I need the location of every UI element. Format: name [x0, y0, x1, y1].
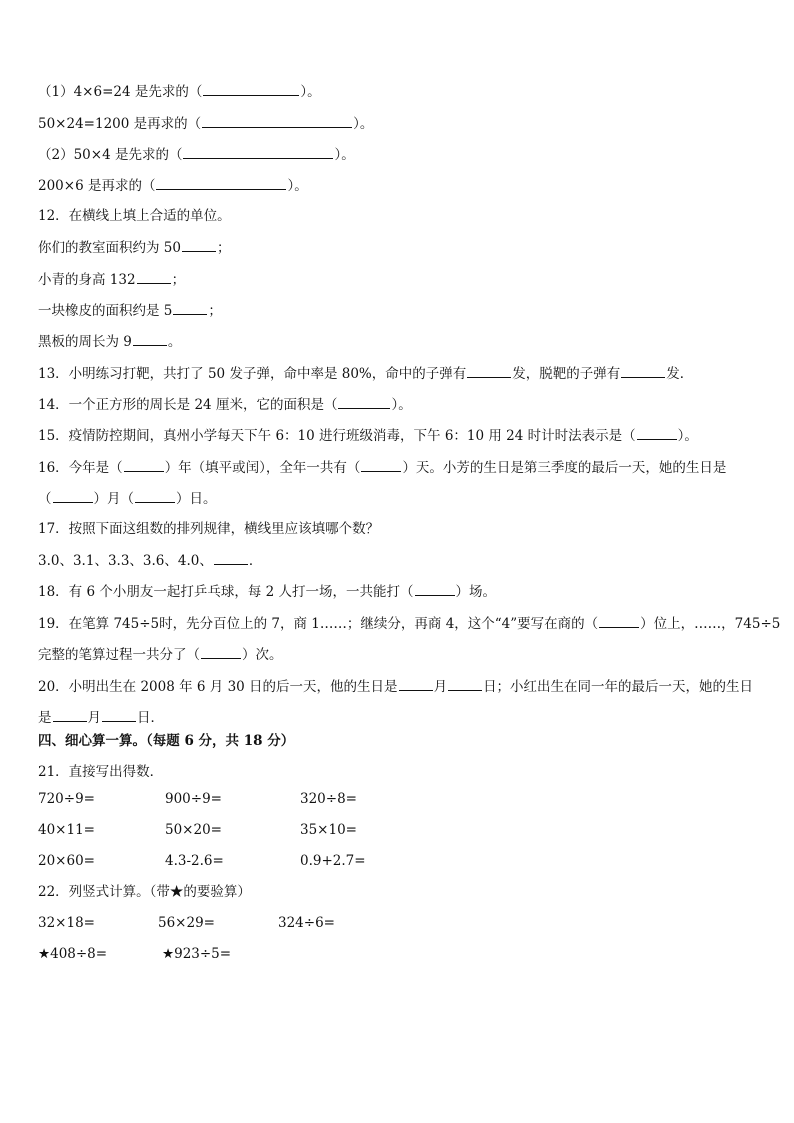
answer-blank[interactable] — [135, 489, 175, 503]
line-q12 — [38, 207, 231, 225]
line-text: 一块橡皮的面积约是 5 — [38, 303, 173, 319]
line-text: ）位上，……，745÷5 — [640, 616, 781, 632]
line-text: 19．在笔算 745÷5时，先分百位上的 7，商 1……；继续分，再商 4，这个“4”要写在商的（ — [38, 616, 599, 632]
answer-blank[interactable] — [338, 395, 390, 409]
line-text: 15．疫情防控期间，真州小学每天下午 6：10 进行班级消毒，下午 6：10 用 24 时计时法表示是（ — [38, 428, 636, 444]
line-q17-seq — [38, 551, 262, 570]
q21-problem: 20×60= — [38, 853, 95, 869]
answer-blank[interactable] — [202, 114, 352, 128]
line-q13 — [38, 364, 693, 383]
line-text: 你们的教室面积约为 50 — [38, 240, 181, 256]
q22-problem: 32×18= — [38, 915, 95, 931]
line-text: ． — [248, 553, 263, 569]
line-text: （ — [38, 491, 52, 507]
q21-problem: 50×20= — [165, 822, 222, 838]
line-text: （2）50×4 是先求的（ — [38, 147, 183, 163]
q21-problem: 900÷9= — [165, 791, 222, 807]
line-q11-1b — [38, 114, 373, 133]
line-text: ）。 — [391, 397, 412, 413]
line-text: 13．小明练习打靶，共打了 50 发子弹，命中率是 80%，命中的子弹有 — [38, 366, 467, 382]
line-text: 月 — [87, 710, 101, 726]
q21-problem: 4.3-2.6= — [165, 853, 224, 869]
answer-blank[interactable] — [599, 614, 639, 628]
q21-problem: 0.9+2.7= — [300, 853, 366, 869]
answer-blank[interactable] — [124, 458, 164, 472]
answer-blank[interactable] — [214, 551, 248, 565]
line-text: ； — [216, 240, 231, 256]
line-text: ）场。 — [455, 584, 497, 600]
line-q19-b — [38, 645, 283, 664]
answer-blank[interactable] — [53, 489, 93, 503]
line-q16-b — [38, 489, 217, 508]
q22-problem: 324÷6= — [278, 915, 335, 931]
answer-blank[interactable] — [637, 426, 677, 440]
answer-blank[interactable] — [173, 301, 207, 315]
line-text: ）月（ — [93, 491, 134, 507]
line-q17 — [38, 520, 379, 538]
line-q20-a — [38, 677, 753, 696]
line-text: ）。 — [300, 84, 321, 100]
line-text: 12．在横线上填上合适的单位。 — [38, 208, 231, 224]
line-q18 — [38, 582, 496, 601]
line-q16-a — [38, 458, 726, 477]
answer-blank[interactable] — [53, 708, 87, 722]
q21-problem: 320÷8= — [300, 791, 357, 807]
line-text: 是 — [38, 710, 52, 726]
answer-blank[interactable] — [102, 708, 136, 722]
line-text: 14．一个正方形的周长是 24 厘米，它的面积是（ — [38, 397, 338, 413]
line-q12-d — [38, 332, 181, 351]
line-text: 。 — [167, 334, 182, 350]
line-text: 月 — [433, 679, 448, 695]
line-text: 日；小红出生在同一年的最后一天，她的生日 — [483, 679, 754, 695]
line-text: 200×6 是再求的（ — [38, 178, 156, 194]
line-text: ）天。小芳的生日是第三季度的最后一天，她的生日是 — [402, 460, 727, 476]
line-text: 22．列竖式计算。（带★的要验算） — [38, 884, 251, 900]
line-text: 17．按照下面这组数的排列规律，横线里应该填哪个数？ — [38, 521, 380, 537]
line-q12-b — [38, 270, 185, 289]
line-text: ）日。 — [176, 491, 217, 507]
line-text: ）。 — [677, 428, 698, 444]
answer-blank[interactable] — [361, 458, 401, 472]
line-text: 3.0、3.1、3.3、3.6、4.0、 — [38, 553, 213, 569]
line-q14 — [38, 395, 412, 414]
line-q20-b — [38, 708, 164, 727]
answer-blank[interactable] — [399, 677, 433, 691]
answer-blank[interactable] — [467, 364, 511, 378]
q21-problem: 40×11= — [38, 822, 95, 838]
line-text: 50×24=1200 是再求的（ — [38, 116, 202, 132]
line-text: 黑板的周长为 9 — [38, 334, 132, 350]
answer-blank[interactable] — [183, 145, 333, 159]
line-text: 发，脱靶的子弹有 — [512, 366, 621, 382]
q22-problem: ★923÷5= — [162, 946, 232, 962]
line-text: ）。 — [353, 116, 374, 132]
line-text: ）。 — [287, 178, 308, 194]
answer-blank[interactable] — [133, 332, 167, 346]
line-sec4 — [38, 732, 294, 750]
line-q22 — [38, 883, 251, 901]
q22-problem: ★408÷8= — [38, 946, 108, 962]
q21-problem: 720÷9= — [38, 791, 95, 807]
line-text: （1）4×6=24 是先求的（ — [38, 84, 203, 100]
answer-blank[interactable] — [621, 364, 665, 378]
line-q21 — [38, 763, 163, 781]
line-text: 四、细心算一算。（每题 6 分，共 18 分） — [38, 733, 295, 749]
answer-blank[interactable] — [156, 176, 286, 190]
answer-blank[interactable] — [448, 677, 482, 691]
line-text: 小青的身高 132 — [38, 272, 136, 288]
q21-problem: 35×10= — [300, 822, 357, 838]
line-text: 20．小明出生在 2008 年 6 月 30 日的后一天，他的生日是 — [38, 679, 398, 695]
answer-blank[interactable] — [201, 645, 241, 659]
line-text: ； — [208, 303, 222, 319]
line-text: 日． — [137, 710, 164, 726]
line-q11-2b — [38, 176, 308, 195]
q22-problem: 56×29= — [158, 915, 215, 931]
line-text: 21．直接写出得数． — [38, 764, 164, 780]
line-q19-a — [38, 614, 780, 633]
answer-blank[interactable] — [203, 82, 299, 96]
line-text: 18．有 6 个小朋友一起打乒乓球，每 2 人打一场，一共能打（ — [38, 584, 414, 600]
line-text: ）次。 — [242, 647, 283, 663]
line-text: 发． — [666, 366, 694, 382]
answer-blank[interactable] — [415, 582, 455, 596]
line-text: ； — [171, 272, 186, 288]
line-text: 16．今年是（ — [38, 460, 123, 476]
line-text: ）年（填平或闰），全年一共有（ — [164, 460, 361, 476]
line-q11-1a — [38, 82, 321, 101]
line-q12-c — [38, 301, 222, 320]
line-q15 — [38, 426, 698, 445]
line-text: 完整的笔算过程一共分了（ — [38, 647, 200, 663]
answer-blank[interactable] — [137, 270, 171, 284]
answer-blank[interactable] — [182, 238, 216, 252]
line-text: ）。 — [334, 147, 355, 163]
line-q11-2a — [38, 145, 355, 164]
line-q12-a — [38, 238, 230, 257]
